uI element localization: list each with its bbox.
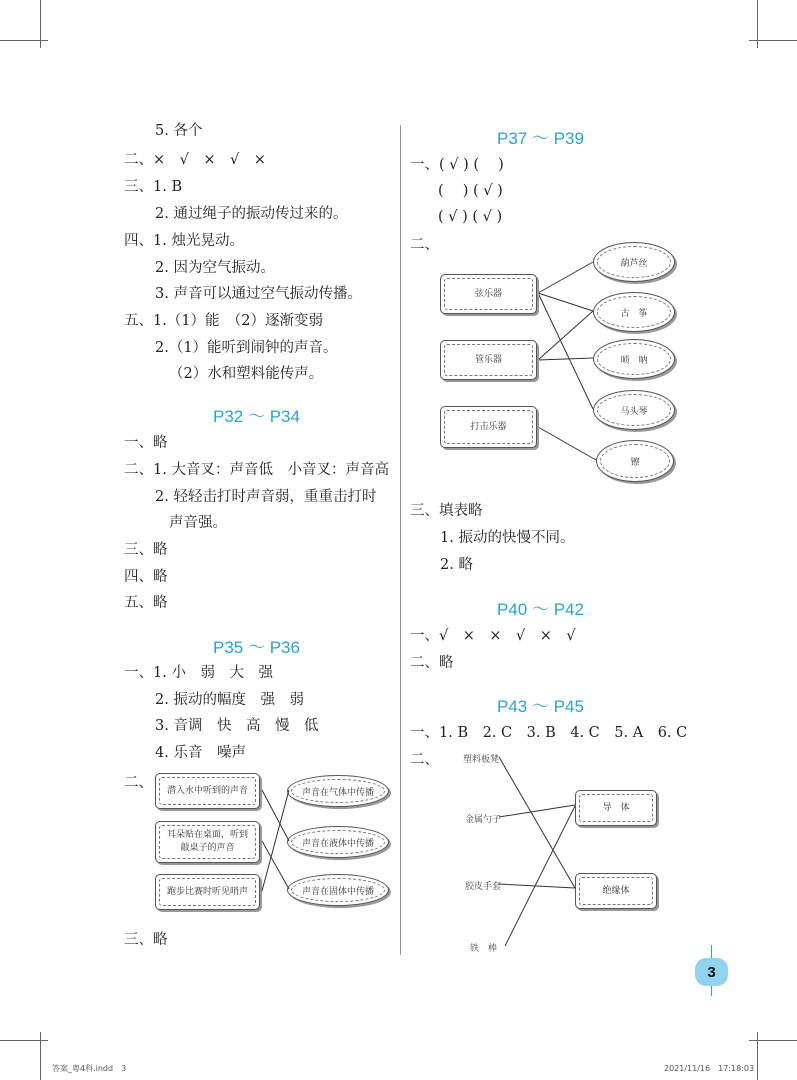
match-oval-label: 唢 呐: [597, 343, 671, 375]
answer-line: 3. 音调 快 高 慢 低: [155, 718, 319, 734]
answer-line: 三、略: [124, 542, 168, 558]
match-label: 二、: [410, 237, 439, 253]
match-oval: [593, 292, 675, 332]
answer-line: 2.（1）能听到闹钟的声音。: [155, 340, 338, 356]
match-label: 二、: [410, 752, 439, 768]
section-heading: P35 ～ P36: [213, 638, 300, 657]
answer-line: ( ) ( √ ): [438, 183, 503, 199]
badge-stem-icon: [711, 986, 712, 996]
answer-line: 五、略: [124, 595, 168, 611]
answer-line: 2. 因为空气振动。: [155, 260, 275, 276]
answer-line: 三、1. B: [124, 179, 183, 195]
match-box: [575, 873, 657, 909]
match-box-label: 管乐器: [444, 344, 533, 376]
answer-line: ( √ ) ( √ ): [438, 209, 503, 225]
match-box: [440, 340, 537, 380]
answer-line: 2. 轻轻击打时声音弱，重重击打时: [155, 489, 377, 505]
page-number: 3: [707, 963, 716, 981]
match-item: 金属勺子: [465, 815, 502, 825]
match-oval-label: 古 筝: [597, 296, 671, 328]
answer-line: 4. 乐音 噪声: [155, 745, 246, 761]
match-box-label: 潜入水中听到的声音: [159, 777, 256, 805]
answer-line: 2. 振动的幅度 强 弱: [155, 692, 304, 708]
match-item: 铁 棒: [470, 944, 498, 954]
answer-line: 一、略: [124, 435, 168, 451]
answer-line: 五、1.（1）能 （2）逐渐变弱: [124, 313, 324, 329]
answer-line: 声音强。: [169, 515, 227, 531]
match-oval-label: 声音在气体中传播: [291, 779, 385, 803]
section-heading: P32 ～ P34: [213, 407, 300, 426]
section-heading: P40 ～ P42: [497, 600, 584, 619]
answer-line: 二、× √ × √ ×: [124, 152, 266, 168]
match-item: 塑料板凳: [463, 755, 500, 765]
match-oval-label: 马头琴: [597, 394, 671, 426]
match-oval-label: 镲: [600, 444, 670, 478]
answer-line: 一、√ × × √ × √: [410, 628, 576, 644]
match-oval: [593, 339, 675, 379]
match-box: [575, 790, 657, 826]
answer-line: 3. 声音可以通过空气振动传播。: [155, 286, 362, 302]
answer-line: 三、略: [124, 932, 168, 948]
match-box-label: 打击乐器: [444, 410, 533, 444]
answer-line: 一、1. B 2. C 3. B 4. C 5. A 6. C: [410, 725, 688, 741]
match-oval: [593, 390, 675, 430]
section-heading: P37 ～ P39: [497, 129, 584, 148]
page-number-badge: [695, 958, 728, 986]
answer-line: （2）水和塑料能传声。: [169, 366, 324, 382]
answer-line: 1. 振动的快慢不同。: [440, 530, 575, 546]
answer-line: 一、1. 小 弱 大 强: [124, 665, 273, 681]
answer-line: 2. 略: [440, 557, 473, 573]
match-oval-label: 声音在固体中传播: [291, 878, 385, 902]
answer-line: 一、( √ ) ( ): [410, 157, 504, 173]
match-oval-label: 葫芦丝: [597, 246, 671, 278]
match-box: [440, 274, 537, 314]
answer-line: 2. 通过绳子的振动传过来的。: [155, 206, 348, 222]
match-oval: [593, 242, 675, 282]
match-box-label: 跑步比赛时听见哨声: [159, 878, 256, 906]
answer-line: 四、略: [124, 569, 168, 585]
match-box-label: 导 体: [579, 794, 653, 822]
match-box-label: 绝缘体: [579, 877, 653, 905]
badge-stem-icon: [711, 945, 712, 958]
footer-timestamp: 2021/11/16 17:18:03: [664, 1064, 755, 1073]
answer-line: 5. 各个: [155, 123, 203, 139]
match-oval-label: 声音在液体中传播: [291, 830, 385, 854]
match-label: 二、: [124, 775, 153, 791]
match-box-label: 耳朵贴在桌面，听到敲桌子的声音: [159, 825, 256, 859]
match-box-label: 弦乐器: [444, 278, 533, 310]
match-oval: [596, 440, 674, 482]
footer-file: 答案_粤4科.indd 3: [52, 1064, 127, 1073]
match-box: [440, 406, 537, 448]
answer-line: 二、1. 大音叉：声音低 小音叉：声音高: [124, 462, 389, 478]
section-heading: P43 ～ P45: [497, 697, 584, 716]
answer-line: 二、略: [410, 655, 454, 671]
answer-line: 三、填表略: [410, 503, 483, 519]
match-item: 胶皮手套: [465, 882, 502, 892]
answer-line: 四、1. 烛光晃动。: [124, 233, 244, 249]
